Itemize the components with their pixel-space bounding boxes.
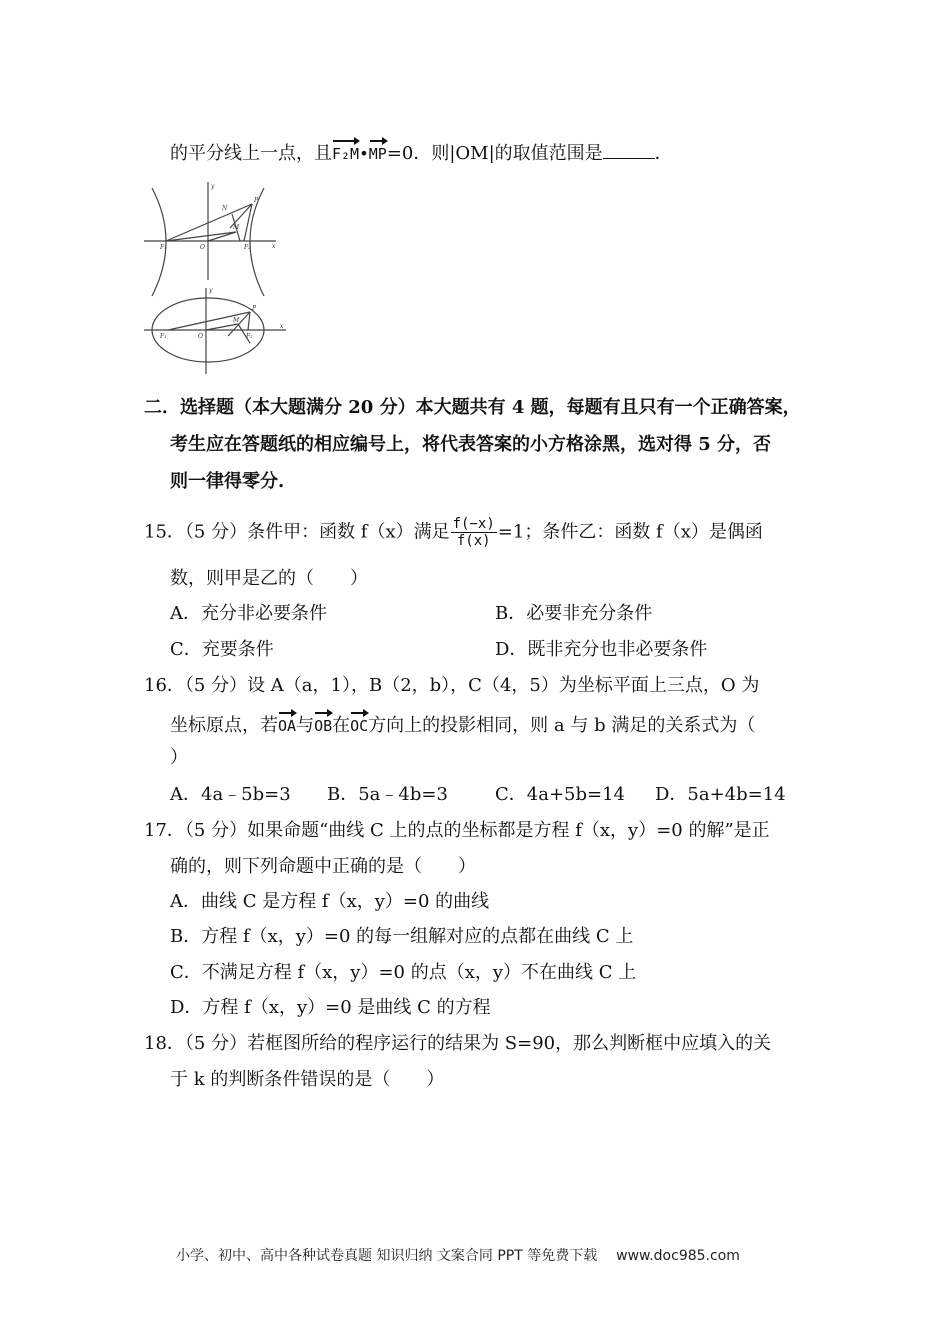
question-16-line2: 坐标原点，若OA与OB在OC方向上的投影相同，则 a 与 b 满足的关系式为（ (170, 710, 755, 738)
q16-option-d[interactable]: D．5a+4b=14 (655, 784, 786, 805)
section-heading-line3: 则一律得零分. (170, 471, 285, 492)
q16-option-c[interactable]: C．4a+5b=14 (495, 784, 625, 805)
svg-text:N: N (222, 205, 228, 212)
q16-option-a[interactable]: A．4a﹣5b=3 (170, 784, 291, 805)
svg-text:F₂: F₂ (246, 333, 253, 340)
section-heading-line2: 考生应在答题纸的相应编号上，将代表答案的小方格涂黑，选对得 5 分，否 (170, 434, 772, 455)
fraction: $\frac{f(-x)}{f(x)}$ (452, 516, 495, 549)
question-18-line1: 18．（5 分）若框图所给的程序运行的结果为 S=90，那么判断框中应填入的关 (144, 1033, 772, 1054)
svg-text:M: M (233, 317, 240, 324)
vector-ob: OB (314, 710, 332, 738)
vector-oc: OC (350, 710, 368, 738)
footer-link[interactable]: www.doc985.com (616, 1248, 740, 1264)
q16-option-b[interactable]: B．5a﹣4b=3 (327, 784, 448, 805)
q15-option-c[interactable]: C．充要条件 (170, 639, 274, 660)
vector-f2m: F₂M (332, 138, 359, 166)
question-18-line2: 于 k 的判断条件错误的是（ ） (170, 1069, 445, 1090)
vector-mp: MP (369, 138, 387, 166)
footer-text: 小学、初中、高中各种试卷真题 知识归纳 文案合同 PPT 等免费下载 (176, 1248, 598, 1264)
conic-figure (140, 178, 290, 376)
page-footer (176, 1245, 740, 1265)
q17-option-a[interactable]: A．曲线 C 是方程 f（x，y）=0 的曲线 (170, 891, 490, 912)
section-heading-line1: 二．选择题（本大题满分 20 分）本大题共有 4 题，每题有且只有一个正确答案， (144, 397, 801, 418)
q15-option-b[interactable]: B．必要非充分条件 (495, 603, 653, 624)
svg-text:y: y (211, 183, 215, 190)
vector-oa: OA (278, 710, 296, 738)
answer-blank (603, 140, 655, 159)
svg-text:O: O (200, 244, 205, 251)
q15-option-d[interactable]: D．既非充分也非必要条件 (495, 639, 708, 660)
svg-text:P: P (254, 197, 259, 204)
svg-text:O: O (198, 333, 203, 340)
question-16-line1: 16．（5 分）设 A（a，1），B（2，b），C（4，5）为坐标平面上三点，O 为 (144, 675, 760, 696)
question-17-line1: 17．（5 分）如果命题“曲线 C 上的点的坐标都是方程 f（x，y）=0 的解”是正 (144, 820, 770, 841)
svg-text:F₂: F₂ (244, 244, 251, 251)
q15-option-a[interactable]: A．充分非必要条件 (170, 603, 327, 624)
question-15-line1: 15．（5 分）条件甲：函数 f（x）满足 $\frac{f(-x)}{f(x)}$ =1；条件乙：函数 f（x）是偶函 (144, 516, 763, 549)
q17-option-d[interactable]: D．方程 f（x，y）=0 是曲线 C 的方程 (170, 997, 491, 1018)
svg-text:M: M (233, 224, 240, 231)
svg-text:x: x (280, 323, 284, 330)
question-15-line2: 数，则甲是乙的（ ） (170, 568, 368, 589)
q17-option-c[interactable]: C．不满足方程 f（x，y）=0 的点（x，y）不在曲线 C 上 (170, 962, 637, 983)
svg-text:P: P (252, 305, 257, 312)
ellipse-diagram (144, 288, 286, 374)
question-continuation-line: 的平分线上一点，且F₂M•MP=0．则|OM|的取值范围是 ． (170, 138, 673, 166)
question-17-line2: 确的，则下列命题中正确的是（ ） (170, 856, 476, 877)
svg-text:F₁: F₁ (160, 333, 167, 340)
svg-text:x: x (272, 243, 276, 250)
q17-option-b[interactable]: B．方程 f（x，y）=0 的每一组解对应的点都在曲线 C 上 (170, 926, 634, 947)
svg-text:F₁: F₁ (160, 244, 167, 251)
question-16-line3: ） (170, 747, 188, 768)
svg-text:y: y (209, 287, 213, 294)
